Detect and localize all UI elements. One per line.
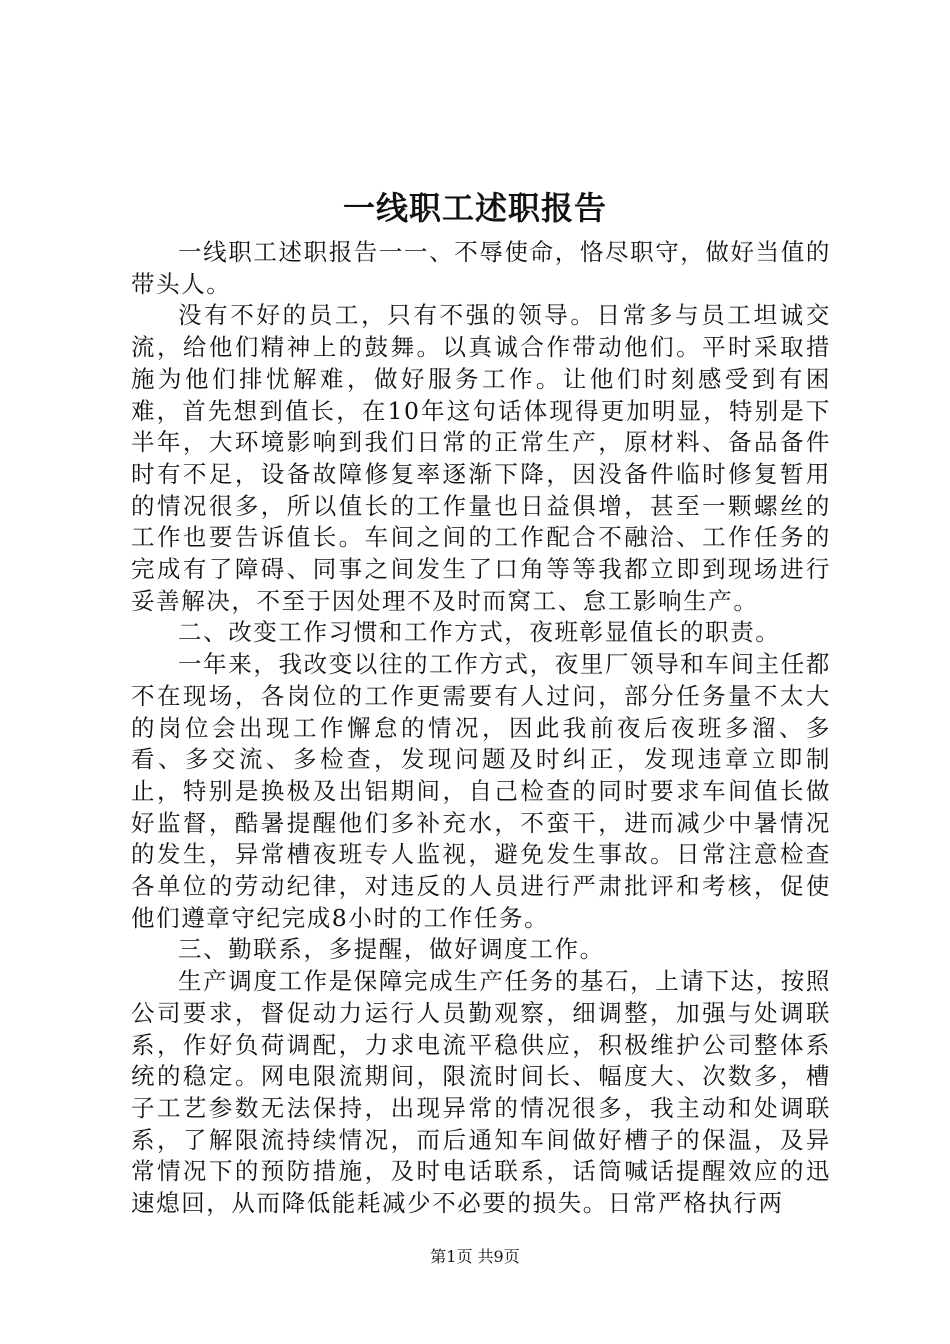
section-heading-3: 三、勤联系，多提醒，做好调度工作。 [178, 935, 605, 964]
section-heading-2: 二、改变工作习惯和工作方式，夜班彰显值长的职责。 [178, 618, 781, 647]
page-footer: 第1页 共9页 [430, 1247, 520, 1266]
paragraph-night-shift: 一年来，我改变以往的工作方式，夜里厂领导和车间主任都不在现场，各岗位的工作更需要有人过问，部分任务量不太大的岗位会出现工作懈怠的情况，因此我前夜后夜班多溜、多看、多交流、多检查，发现问题及时纠正，发现违章立即制止，特别是换极及出铝期间，自己检查的同时要求车间值长做好监督，酷暑提醒他们多补充水，不蛮干，进而减少中暑情况的发生，异常槽夜班专人监视，避免发生事故。日常注意检查各单位的劳动纪律，对违反的人员进行严肃批评和考核，促使他们遵章守纪完成8小时的工作任务。 [131, 650, 831, 932]
paragraph-leadership: 没有不好的员工，只有不强的领导。日常多与员工坦诚交流，给他们精神上的鼓舞。以真诚合作带动他们。平时采取措施为他们排忧解难，做好服务工作。让他们时刻感受到有困难，首先想到值长，在10年这句话体现得更加明显，特别是下半年，大环境影响到我们日常的正常生产，原材料、备品备件时有不足，设备故障修复率逐渐下降，因没备件临时修复暂用的情况很多，所以值长的工作量也日益俱增，甚至一颗螺丝的工作也要告诉值长。车间之间的工作配合不融洽、工作任务的完成有了障碍、同事之间发生了口角等等我都立即到现场进行妥善解决，不至于因处理不及时而窝工、怠工影响生产。 [131, 301, 831, 615]
paragraph-dispatch: 生产调度工作是保障完成生产任务的基石，上请下达，按照公司要求，督促动力运行人员勤观察，细调整，加强与处调联系，作好负荷调配，力求电流平稳供应，积极维护公司整体系统的稳定。网电限流期间，限流时间长、幅度大、次数多，槽子工艺参数无法保持，出现异常的情况很多，我主动和处调联系，了解限流持续情况，而后通知车间做好槽子的保温，及异常情况下的预防措施，及时电话联系，话筒喊话提醒效应的迅速熄回，从而降低能耗减少不必要的损失。日常严格执行两 [131, 967, 831, 1218]
document-title: 一线职工述职报告 [342, 189, 607, 227]
document-body [131, 237, 831, 1220]
paragraph-intro: 一线职工述职报告一一、不辱使命，恪尽职守，做好当值的带头人。 [131, 238, 831, 298]
